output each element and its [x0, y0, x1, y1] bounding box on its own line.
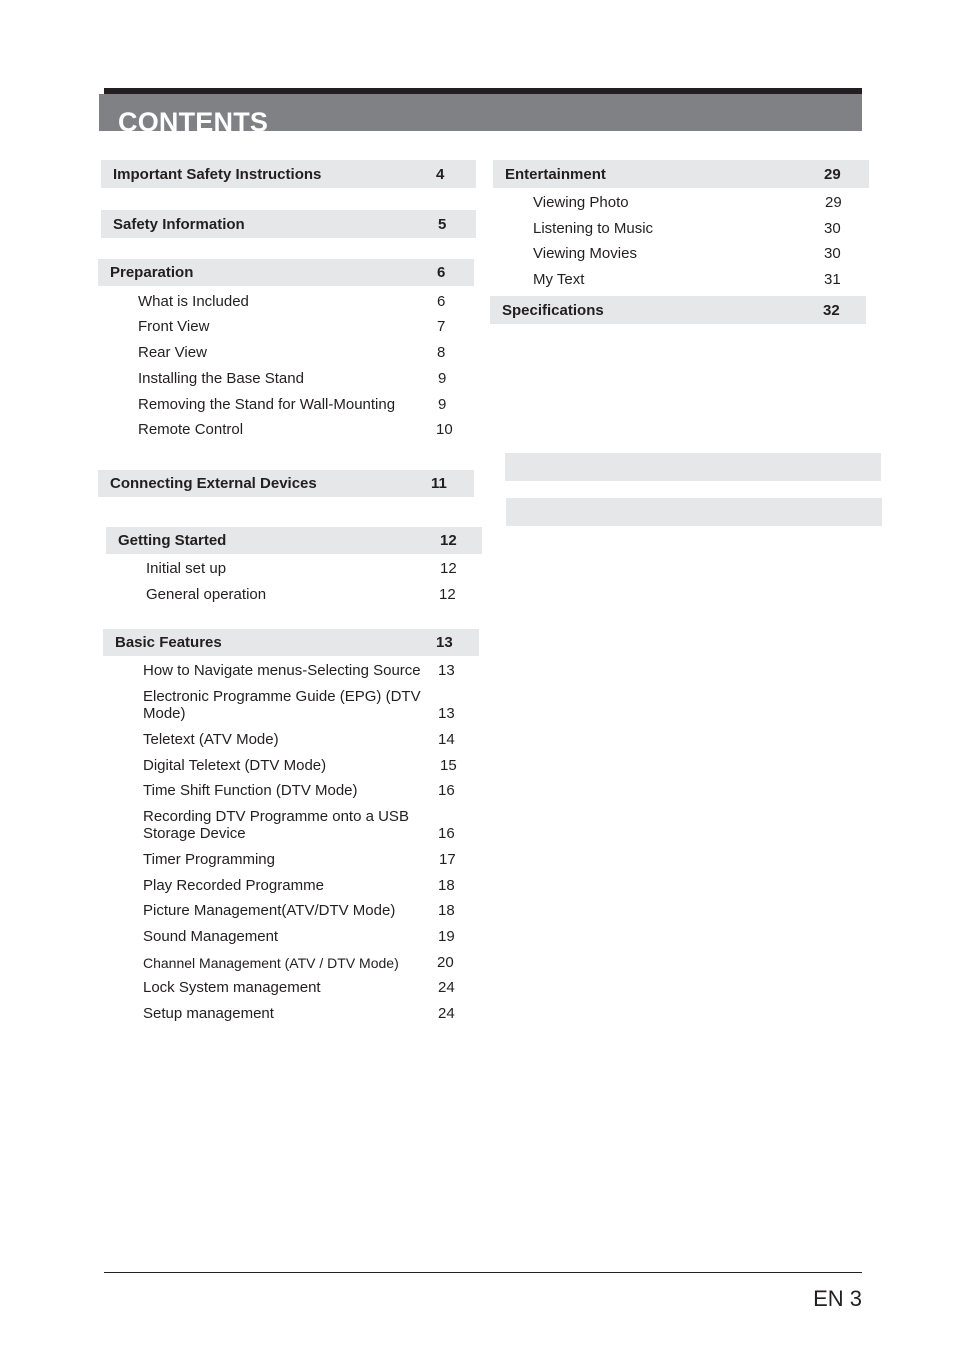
- toc-item[interactable]: Electronic Programme Guide (EPG) (DTV: [143, 688, 421, 705]
- toc-section-safety-information[interactable]: [101, 210, 476, 238]
- toc-item-page: 14: [438, 731, 455, 748]
- toc-item[interactable]: Lock System management: [143, 979, 321, 996]
- toc-item[interactable]: Front View: [138, 318, 210, 335]
- toc-item-page: 15: [440, 757, 457, 774]
- page-title: CONTENTS: [118, 107, 269, 131]
- toc-item[interactable]: Initial set up: [146, 560, 227, 577]
- toc-section-preparation[interactable]: [98, 259, 474, 286]
- toc-item[interactable]: Timer Programming: [143, 851, 275, 868]
- toc-item[interactable]: Setup management: [143, 1005, 274, 1022]
- toc-item[interactable]: My Text: [533, 271, 585, 288]
- toc-item-page: 18: [438, 902, 455, 919]
- toc-item[interactable]: How to Navigate menus-Selecting Source: [143, 662, 421, 679]
- toc-item[interactable]: Rear View: [138, 344, 207, 361]
- toc-item[interactable]: Viewing Movies: [533, 245, 637, 262]
- toc-item[interactable]: General operation: [146, 586, 267, 603]
- toc-item-continued[interactable]: Storage Device: [143, 825, 246, 842]
- contents-banner: [99, 94, 862, 131]
- toc-item[interactable]: Recording DTV Programme onto a USB: [143, 808, 409, 825]
- toc-section-getting-started[interactable]: [106, 527, 482, 554]
- section-label: Important Safety Instructions: [113, 166, 322, 183]
- toc-item[interactable]: Installing the Base Stand: [138, 370, 304, 387]
- toc-item[interactable]: Play Recorded Programme: [143, 877, 324, 894]
- section-label: Preparation: [110, 264, 194, 281]
- toc-item-page: 9: [438, 370, 447, 387]
- toc-item-page: 12: [439, 586, 456, 603]
- section-page: 5: [438, 216, 447, 233]
- section-label: Basic Features: [115, 634, 222, 651]
- toc-item-continued[interactable]: Mode): [143, 705, 186, 722]
- empty-section-bar: [505, 453, 881, 481]
- toc-section-connecting[interactable]: [98, 470, 474, 497]
- toc-item-page: 13: [438, 705, 455, 722]
- toc-item[interactable]: Digital Teletext (DTV Mode): [143, 757, 327, 774]
- toc-item-page: 10: [436, 421, 453, 438]
- toc-item[interactable]: Time Shift Function (DTV Mode): [143, 782, 358, 799]
- toc-item[interactable]: Listening to Music: [533, 220, 654, 237]
- toc-item[interactable]: Remote Control: [138, 421, 244, 438]
- toc-item[interactable]: Picture Management(ATV/DTV Mode): [143, 902, 396, 919]
- section-label: Connecting External Devices: [110, 475, 317, 492]
- toc-item-page: 9: [438, 396, 447, 413]
- toc-item[interactable]: Viewing Photo: [533, 194, 629, 211]
- toc-item-page: 29: [825, 194, 842, 211]
- toc-item-page: 19: [438, 928, 455, 945]
- toc-section-entertainment[interactable]: [493, 160, 869, 188]
- toc-item[interactable]: Sound Management: [143, 928, 279, 945]
- section-label: Getting Started: [118, 532, 227, 549]
- toc-section-safety-instructions[interactable]: [101, 160, 476, 188]
- toc-item-page: 20: [437, 954, 454, 971]
- toc-item-page: 7: [437, 318, 446, 335]
- toc-item-page: 16: [438, 825, 455, 842]
- toc-item[interactable]: Removing the Stand for Wall-Mounting: [138, 396, 396, 413]
- footer-rule: [104, 1272, 862, 1273]
- toc-section-basic-features[interactable]: [103, 629, 479, 656]
- section-label: Specifications: [502, 302, 604, 319]
- section-page: 13: [436, 634, 453, 651]
- toc-item-page: 12: [440, 560, 457, 577]
- page-number: EN 3: [813, 1286, 862, 1311]
- toc-item[interactable]: What is Included: [138, 293, 249, 310]
- toc-item-page: 8: [437, 344, 446, 361]
- section-page: 12: [440, 532, 457, 549]
- toc-item-page: 13: [438, 662, 455, 679]
- toc-section-specifications[interactable]: [490, 296, 866, 324]
- empty-section-bar: [506, 498, 882, 526]
- toc-item-page: 6: [437, 293, 446, 310]
- toc-item-page: 24: [438, 979, 455, 996]
- section-label: Safety Information: [113, 216, 245, 233]
- toc-item-page: 31: [824, 271, 841, 288]
- toc-item-page: 30: [824, 220, 841, 237]
- section-label: Entertainment: [505, 166, 606, 183]
- toc-item-page: 24: [438, 1005, 455, 1022]
- section-page: 6: [437, 264, 446, 281]
- toc-item-page: 17: [439, 851, 456, 868]
- section-page: 32: [823, 302, 840, 319]
- section-page: 29: [824, 166, 841, 183]
- section-page: 4: [436, 166, 445, 183]
- toc-item[interactable]: Channel Management (ATV / DTV Mode): [143, 955, 399, 971]
- toc-item-page: 16: [438, 782, 455, 799]
- toc-item[interactable]: Teletext (ATV Mode): [143, 731, 279, 748]
- section-page: 11: [431, 475, 447, 492]
- toc-item-page: 18: [438, 877, 455, 894]
- toc-item-page: 30: [824, 245, 841, 262]
